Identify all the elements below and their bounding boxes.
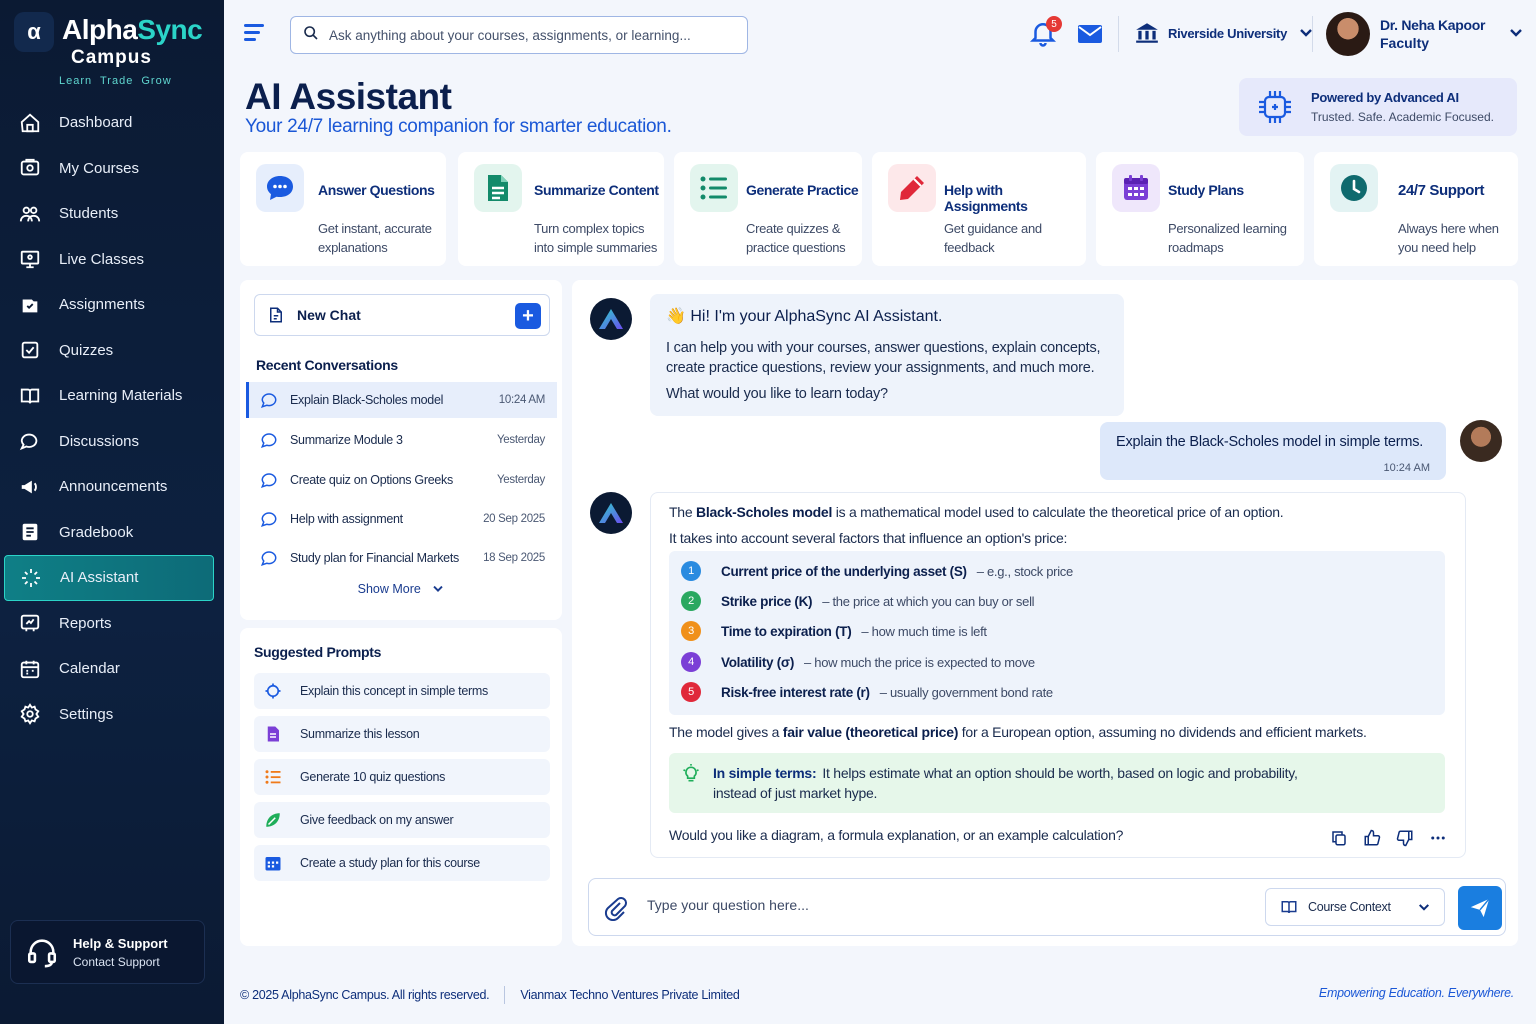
sidebar-item-reports[interactable]: [4, 601, 214, 647]
avatar: [1326, 12, 1370, 56]
mail-icon[interactable]: [1076, 22, 1104, 46]
feature-cards: [240, 152, 1518, 266]
sidebar-item-label: Gradebook: [59, 523, 134, 541]
conversation-title: Help with assignment: [290, 512, 403, 526]
sidebar-item-label: Quizzes: [59, 341, 114, 359]
feature-desc: [1398, 219, 1499, 257]
quizzes-icon: [18, 338, 42, 362]
feature-desc: [746, 219, 845, 257]
sidebar-item-label: My Courses: [59, 159, 140, 177]
factor-number: 4: [681, 652, 701, 672]
document-icon: [474, 164, 522, 212]
answer-bold: fair value (theoretical price): [782, 724, 959, 740]
conversation-time: 10:24 AM: [498, 394, 545, 406]
feature-title: Generate Practice: [746, 182, 859, 198]
message-composer: [588, 878, 1506, 936]
university-icon: [1134, 20, 1160, 46]
feature-title: Help with Assignments: [944, 182, 1028, 214]
suggested-prompts-panel: [240, 628, 562, 946]
prompt-label: Give feedback on my answer: [300, 813, 454, 827]
students-icon: [18, 202, 42, 226]
divider: [1118, 16, 1119, 52]
feature-desc-line: feedback: [944, 240, 995, 255]
brand[interactable]: [14, 12, 214, 92]
factor-desc: – usually government bond rate: [879, 684, 1053, 700]
sidebar-item-label: Students: [59, 205, 119, 223]
chevron-down-icon: [1299, 26, 1313, 41]
feature-card-answer-questions[interactable]: [240, 152, 446, 266]
page-subtitle: Your 24/7 learning companion for smarter education.: [245, 116, 672, 137]
factor-number: 3: [681, 621, 701, 641]
sidebar: [0, 0, 224, 1024]
conversation-item[interactable]: [246, 422, 557, 458]
factors-list: [669, 551, 1445, 715]
feature-desc: [1168, 219, 1287, 257]
conversation-item[interactable]: [246, 501, 557, 537]
conversations-panel: [240, 280, 562, 620]
sidebar-item-label: Assignments: [59, 296, 145, 314]
sidebar-item-discussions[interactable]: [4, 419, 214, 465]
conversation-time: Yesterday: [496, 474, 545, 486]
course-context-select[interactable]: [1265, 888, 1445, 926]
answer-text: for a European option, assuming no dividends and efficient markets.: [958, 724, 1367, 740]
brand-tagline: Learn Trade Grow: [59, 75, 172, 87]
message-actions: [1317, 829, 1449, 849]
sidebar-item-students[interactable]: [4, 191, 214, 237]
powered-title: Powered by Advanced AI: [1311, 90, 1459, 105]
university-name: Riverside University: [1168, 25, 1288, 41]
copy-icon[interactable]: [1330, 829, 1350, 849]
feature-desc-line: explanations: [318, 240, 388, 255]
feature-desc-line: roadmaps: [1168, 240, 1224, 255]
factor-desc: – e.g., stock price: [976, 563, 1073, 579]
leaf-icon: [264, 811, 282, 829]
book-icon: [18, 384, 42, 408]
sidebar-item-label: Calendar: [59, 660, 120, 678]
sidebar-item-quizzes[interactable]: [4, 328, 214, 374]
chat-icon: [260, 510, 278, 528]
factor-desc: – the price at which you can buy or sell: [822, 593, 1035, 609]
feature-desc-line: Create quizzes &: [746, 221, 841, 236]
lightbulb-icon: [681, 763, 701, 785]
assignments-icon: [18, 293, 42, 317]
feature-title: Answer Questions: [318, 182, 435, 198]
feature-title: Summarize Content: [534, 182, 659, 198]
prompt-item[interactable]: [254, 759, 550, 795]
gradebook-icon: [18, 520, 42, 544]
headset-icon: [25, 935, 59, 969]
divider: [1312, 16, 1313, 52]
factor-desc: – how much the price is expected to move: [804, 654, 1035, 670]
conversation-item[interactable]: [246, 462, 557, 498]
simple-terms-label: In simple terms:: [713, 765, 817, 781]
factor-name: Time to expiration (T): [721, 623, 852, 639]
brand-name-alpha: Alpha: [62, 14, 138, 45]
help-sub: Contact Support: [73, 954, 160, 969]
user-message-text: Explain the Black-Scholes model in simple terms.: [1116, 434, 1424, 450]
answer-line: [669, 724, 1367, 740]
sidebar-item-label: Settings: [59, 705, 114, 723]
feature-card-generate-practice[interactable]: [674, 152, 862, 266]
assistant-avatar: [590, 492, 632, 534]
search-input[interactable]: [329, 28, 729, 43]
topbar: [224, 0, 1536, 70]
factor-item: [681, 560, 1073, 582]
paperclip-icon[interactable]: [603, 895, 627, 921]
prompt-label: Generate 10 quiz questions: [300, 770, 446, 784]
greeting-text: Hi! I'm your AlphaSync AI Assistant.: [690, 308, 943, 325]
factor-item: [681, 590, 1034, 612]
answer-line: [669, 504, 1283, 520]
feature-desc: [318, 219, 432, 257]
send-button[interactable]: [1458, 886, 1502, 930]
answer-text: The model gives a: [669, 724, 783, 740]
sidebar-item-label: AI Assistant: [60, 569, 139, 587]
help-title: Help & Support: [73, 935, 168, 951]
conversation-title: Study plan for Financial Markets: [290, 551, 459, 565]
target-icon: [264, 682, 282, 700]
assistant-logo-icon: [597, 307, 625, 331]
recent-conversations-heading: Recent Conversations: [256, 357, 398, 373]
more-options-icon[interactable]: [1429, 829, 1449, 849]
brand-name: [62, 14, 202, 46]
brand-logo-icon: α: [14, 12, 54, 52]
factor-number: 5: [681, 682, 701, 702]
powered-sub: Trusted. Safe. Academic Focused.: [1311, 110, 1494, 124]
discussions-icon: [18, 429, 42, 453]
footer-copyright: © 2025 AlphaSync Campus. All rights reserved.: [240, 988, 490, 1002]
sidebar-item-label: Discussions: [59, 432, 140, 450]
assistant-greeting-bubble: [650, 294, 1124, 416]
sidebar-item-gradebook[interactable]: [4, 510, 214, 556]
list-icon: [690, 164, 738, 212]
factor-item: [681, 620, 987, 642]
factor-number: 1: [681, 561, 701, 581]
feature-desc-line: Always here when: [1398, 221, 1499, 236]
notification-badge: 5: [1046, 16, 1062, 32]
chevron-down-icon: [1418, 901, 1430, 915]
feature-card-24-7-support[interactable]: [1314, 152, 1518, 266]
feature-card-summarize-content[interactable]: [458, 152, 664, 266]
chat-icon: [260, 391, 278, 409]
courses-icon: [18, 156, 42, 180]
assistant-avatar: [590, 298, 632, 340]
factor-desc: – how much time is left: [861, 623, 987, 639]
sidebar-item-my-courses[interactable]: [4, 146, 214, 192]
user-name: Dr. Neha Kapoor: [1380, 17, 1486, 33]
new-chat-label: New Chat: [297, 307, 361, 323]
conversation-time: Yesterday: [496, 434, 545, 446]
assistant-answer-bubble: [650, 492, 1466, 858]
sidebar-item-live-classes[interactable]: [4, 237, 214, 283]
book-icon: [1280, 898, 1298, 916]
clock-icon: [1330, 164, 1378, 212]
user-role: Faculty: [1380, 35, 1430, 51]
powered-by-card: [1239, 78, 1517, 136]
search-bar[interactable]: [290, 16, 748, 54]
gear-icon: [18, 702, 42, 726]
feature-desc-line: Personalized learning: [1168, 221, 1287, 236]
calendar-icon: [18, 657, 42, 681]
feature-desc-line: Turn complex topics: [534, 221, 645, 236]
conversation-item[interactable]: [246, 382, 557, 418]
footer-company: Vianmax Techno Ventures Private Limited: [520, 988, 740, 1002]
prompt-item[interactable]: [254, 673, 550, 709]
user-menu[interactable]: [1326, 12, 1523, 56]
intro-line: create practice questions, review your assignments, and much more.: [666, 360, 1095, 376]
list-icon: [264, 768, 282, 786]
sidebar-nav: [4, 100, 214, 737]
sidebar-item-learning-materials[interactable]: [4, 373, 214, 419]
answer-text: is a mathematical model used to calculate the theoretical price of an option.: [832, 504, 1284, 520]
thumbs-down-icon[interactable]: [1396, 829, 1416, 849]
pencil-icon: [888, 164, 936, 212]
conversation-title: Explain Black-Scholes model: [290, 393, 444, 407]
footer-tagline: Empowering Education. Everywhere.: [1318, 986, 1514, 1000]
home-icon: [18, 111, 42, 135]
user-message-time: 10:24 AM: [1383, 462, 1430, 474]
sidebar-item-label: Dashboard: [59, 114, 133, 132]
feature-title: Study Plans: [1168, 182, 1244, 198]
chevron-down-icon: [424, 582, 444, 596]
sidebar-item-label: Live Classes: [59, 250, 145, 268]
sidebar-item-dashboard[interactable]: [4, 100, 214, 146]
assistant-logo-icon: [597, 501, 625, 525]
answer-bold: Black-Scholes model: [696, 504, 833, 520]
feature-desc-line: you need help: [1398, 240, 1476, 255]
send-icon: [1469, 897, 1491, 919]
factor-number: 2: [681, 591, 701, 611]
intro-line: What would you like to learn today?: [666, 386, 888, 402]
prompt-label: Summarize this lesson: [300, 727, 420, 741]
feature-desc-line: Get instant, accurate: [318, 221, 432, 236]
simple-terms-line: [713, 763, 1433, 783]
calendar-icon: [264, 854, 282, 872]
conversation-title: Create quiz on Options Greeks: [290, 473, 453, 487]
user-avatar: [1460, 420, 1502, 462]
factor-item: [681, 681, 1053, 703]
factor-name: Strike price (K): [721, 593, 813, 609]
course-context-label: Course Context: [1308, 900, 1391, 914]
answer-line: It takes into account several factors that influence an option's price:: [669, 530, 1068, 546]
brand-name-sync: Sync: [137, 14, 203, 45]
simple-terms-box: [669, 753, 1445, 813]
help-support-button[interactable]: [10, 920, 205, 984]
plus-icon[interactable]: +: [515, 303, 541, 329]
university-selector[interactable]: [1134, 20, 1313, 46]
sparkles-icon: [19, 566, 43, 590]
feature-desc-line: into simple summaries: [534, 240, 658, 255]
footer: [240, 986, 740, 1004]
factor-item: [681, 651, 1035, 673]
feature-desc: [944, 219, 1042, 257]
page-title: AI Assistant: [245, 76, 452, 117]
simple-terms-line: instead of just market hype.: [713, 785, 878, 801]
message-input[interactable]: [647, 897, 1247, 913]
sidebar-item-ai-assistant[interactable]: [4, 555, 214, 601]
conversation-time: 18 Sep 2025: [483, 552, 545, 564]
feature-desc-line: Get guidance and: [944, 221, 1042, 236]
sidebar-item-label: Announcements: [59, 478, 168, 496]
prompt-item[interactable]: [254, 802, 550, 838]
chat-bubble-icon: [256, 164, 304, 212]
feature-card-help-with-assignments[interactable]: [872, 152, 1086, 266]
factor-name: Risk-free interest rate (r): [721, 684, 870, 700]
sidebar-item-settings[interactable]: [4, 692, 214, 738]
sidebar-item-assignments[interactable]: [4, 282, 214, 328]
prompt-item[interactable]: [254, 845, 550, 881]
wave-emoji: 👋: [666, 308, 686, 325]
sidebar-item-label: Reports: [59, 614, 112, 632]
prompt-label: Explain this concept in simple terms: [300, 684, 488, 698]
new-chat-button[interactable]: [254, 294, 550, 336]
brand-sub: Campus: [71, 47, 152, 68]
search-icon: [303, 25, 319, 46]
chip-icon: [1255, 87, 1295, 127]
conversation-title: Summarize Module 3: [290, 433, 403, 447]
answer-closing: Would you like a diagram, a formula explanation, or an example calculation?: [669, 827, 1124, 843]
feature-card-study-plans[interactable]: [1096, 152, 1304, 266]
intro-line: I can help you with your courses, answer questions, explain concepts,: [666, 340, 1101, 356]
chat-panel: [572, 280, 1518, 946]
sidebar-item-calendar[interactable]: [4, 646, 214, 692]
megaphone-icon: [18, 475, 42, 499]
menu-icon[interactable]: [244, 24, 266, 42]
chat-icon: [260, 549, 278, 567]
simple-terms-text: It helps estimate what an option should be worth, based on logic and probability,: [822, 765, 1298, 781]
feature-desc-line: practice questions: [746, 240, 846, 255]
live-classes-icon: [18, 247, 42, 271]
prompt-label: Create a study plan for this course: [300, 856, 480, 870]
chat-icon: [260, 471, 278, 489]
show-more-link[interactable]: [240, 582, 562, 596]
greeting-line: [666, 306, 1108, 326]
feature-title: 24/7 Support: [1398, 182, 1485, 199]
chat-icon: [260, 431, 278, 449]
factor-name: Current price of the underlying asset (S): [721, 563, 967, 579]
chevron-down-icon: [1509, 25, 1523, 43]
feature-desc: [534, 219, 657, 257]
calendar-icon: [1112, 164, 1160, 212]
document-icon: [264, 725, 282, 743]
conversation-time: 20 Sep 2025: [483, 513, 545, 525]
sidebar-item-announcements[interactable]: [4, 464, 214, 510]
conversation-item[interactable]: [246, 540, 557, 576]
show-more-label: Show More: [357, 582, 421, 596]
sidebar-item-label: Learning Materials: [59, 387, 183, 405]
user-message-bubble: [1100, 422, 1446, 480]
new-document-icon: [267, 306, 285, 324]
thumbs-up-icon[interactable]: [1363, 829, 1383, 849]
divider: [504, 986, 505, 1004]
answer-text: The: [669, 504, 697, 520]
factor-name: Volatility (σ): [721, 654, 795, 670]
suggested-prompts-heading: Suggested Prompts: [254, 644, 382, 660]
prompt-item[interactable]: [254, 716, 550, 752]
reports-icon: [18, 611, 42, 635]
